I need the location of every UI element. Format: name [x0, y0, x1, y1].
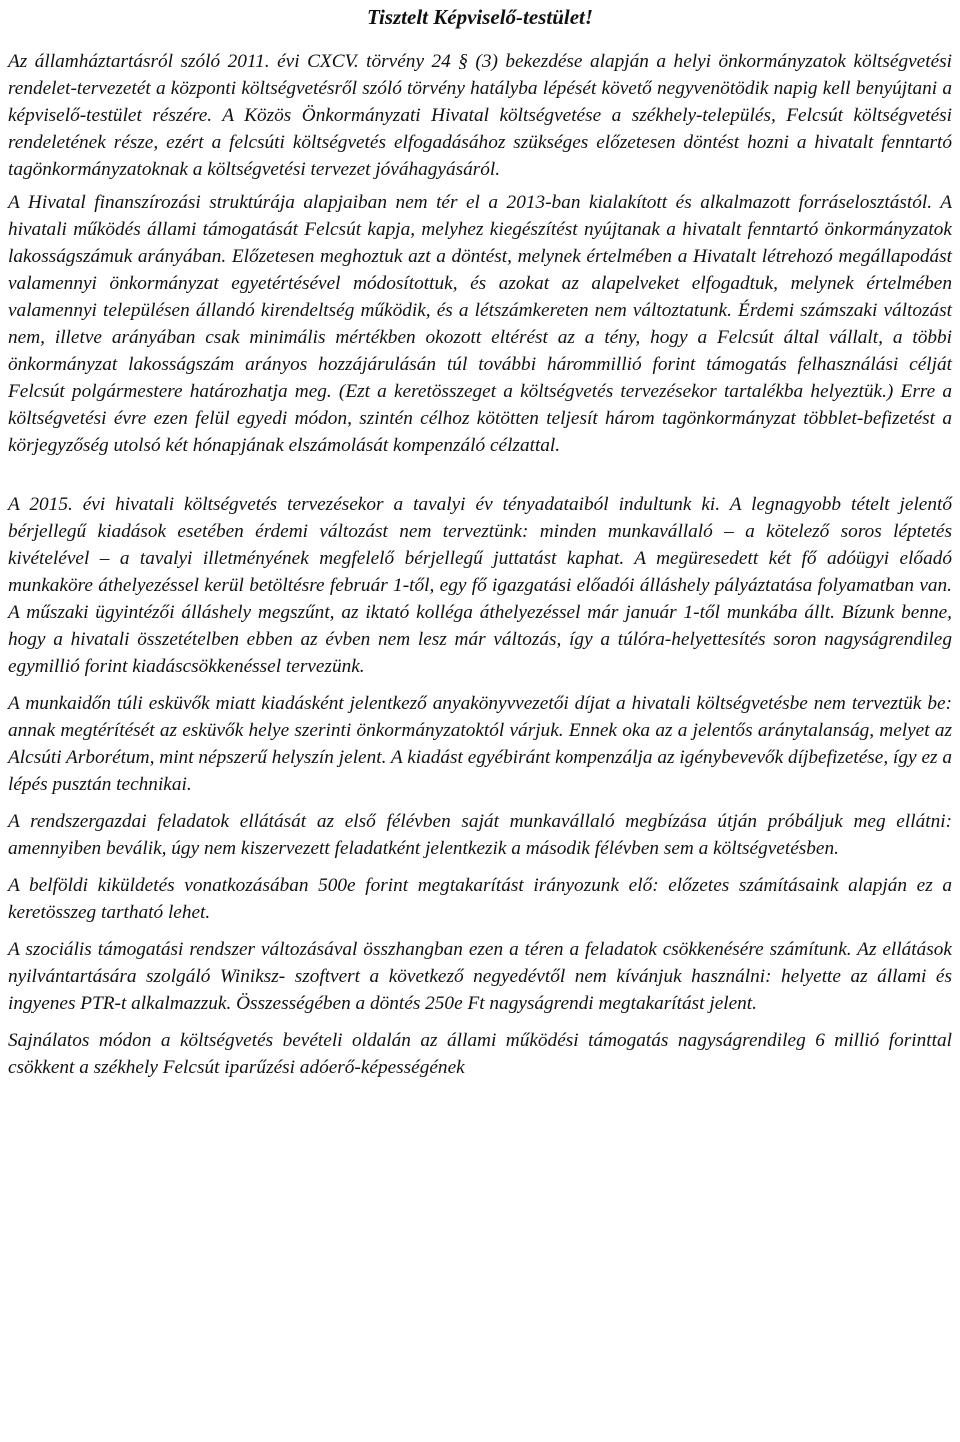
paragraph-sysadmin: A rendszergazdai feladatok ellátását az első félévben saját munkavállaló megbízása útján próbáljuk meg ellátni: amennyiben beválik, úgy nem kiszervezett feladatként jelentkezik a második félévben sem a költségvetésben.: [8, 811, 952, 859]
paragraph-travel: A belföldi kiküldetés vonatkozásában 500e forint megtakarítást irányozunk elő: előzetes számításaink alapján ez a keretösszeg tartható lehet.: [8, 875, 952, 923]
paragraph-financing-structure: A Hivatal finanszírozási struktúrája alapjaiban nem tér el a 2013-ban kialakított és alkalmazott forráselosztástól. A hivatali működés állami támogatását Felcsút kapja, melyhez kiegészítést nyújtanak a hivatalt fenntartó önkormányzatok lakosságszámuk arányában. Előzetesen meghoztuk azt a döntést, melynek értelmében a Hivatalt létrehozó megállapodást valamennyi önkormányzat egyetértésével módosítottuk, és azokat az alapelveket elfogadtuk, melynek értelmében valamennyi településen állandó kirendeltség működik, és a létszámkereten nem változtatunk. Érdemi számszaki változást nem, illetve arányában csak minimális mértékben okozott eltérést az a tény, hogy a Felcsút által vállalt, a többi önkormányzat lakosságszám arányos hozzájárulásán túl további hárommillió forint támogatás felhasználási célját Felcsút polgármestere határozhatja meg. (Ezt a keretösszeget a költségvetés tervezésekor tartalékba helyeztük.) Erre a költségvetési évre ezen felül egyedi módon, szintén célhoz kötötten teljesít három tagönkormányzat többlet-befizetést a körjegyzőség utolsó két hónapjának elszámolását kompenzáló célzattal.: [8, 192, 952, 456]
letter-salutation: Tisztelt Képviselő-testület!: [366, 5, 594, 29]
paragraph-revenue: Sajnálatos módon a költségvetés bevételi oldalán az állami működési támogatás nagyságrendileg 6 millió forinttal csökkent a székhely Felcsút iparűzési adóerő-képességének: [8, 1030, 952, 1078]
paragraph-social-support: A szociális támogatási rendszer változásával összhangban ezen a téren a feladatok csökkenésére számítunk. Az ellátások nyilvántartására szolgáló Winiksz- szoftvert a következő negyedévtől nem kívánjuk használni: helyette az állami és ingyenes PTR-t alkalmazzuk. Összességében a döntés 250e Ft nagyságrendi megtakarítást jelent.: [8, 939, 952, 1014]
paragraph-budget-planning: A 2015. évi hivatali költségvetés tervezésekor a tavalyi év tényadataiból indultunk ki. A legnagyobb tételt jelentő bérjellegű kiadások esetében érdemi változást nem terveztünk: minden munkavállaló – a kötelező soros léptetés kivételével – a tavalyi illetményének megfelelő bérjellegű juttatást kaphat. A megüresedett két fő adóügyi előadó munkaköre áthelyezéssel kerül betöltésre február 1-től, egy fő igazgatási előadói álláshely pályáztatása folyamatban van. A műszaki ügyintézői álláshely megszűnt, az iktató kolléga áthelyezéssel már január 1-től munkába állt. Bízunk benne, hogy a hivatali összetételben ebben az évben nem lesz már változás, így a túlóra-helyettesítés soron nagyságrendileg egymillió forint kiadáscsökkenéssel tervezünk.: [8, 494, 952, 677]
paragraph-registrar-fees: A munkaidőn túli esküvők miatt kiadásként jelentkező anyakönyvvezetői díjat a hivatali költségvetésbe nem terveztük be: annak megtérítését az esküvők helye szerinti önkormányzatoktól várjuk. Ennek oka az a jelentős aránytalanság, melyet az Alcsúti Arborétum, mint népszerű helyszín jelent. A kiadást egyébiránt kompenzálja az igénybevevők díjbefizetése, így ez a lépés pusztán technikai.: [8, 693, 952, 795]
paragraph-legal-basis: Az államháztartásról szóló 2011. évi CXCV. törvény 24 § (3) bekezdése alapján a helyi önkormányzatok költségvetési rendelet-tervezetét a központi költségvetésről szóló törvény hatályba lépését követő negyvenötödik napig kell benyújtani a képviselő-testület részére. A Közös Önkormányzati Hivatal költségvetése a székhely-település, Felcsút költségvetési rendeletének része, ezért a felcsúti költségvetés elfogadásához szükséges előzetesen döntést hozni a hivatalt fenntartó tagönkormányzatoknak a költségvetési tervezet jóváhagyásáról.: [8, 51, 952, 180]
